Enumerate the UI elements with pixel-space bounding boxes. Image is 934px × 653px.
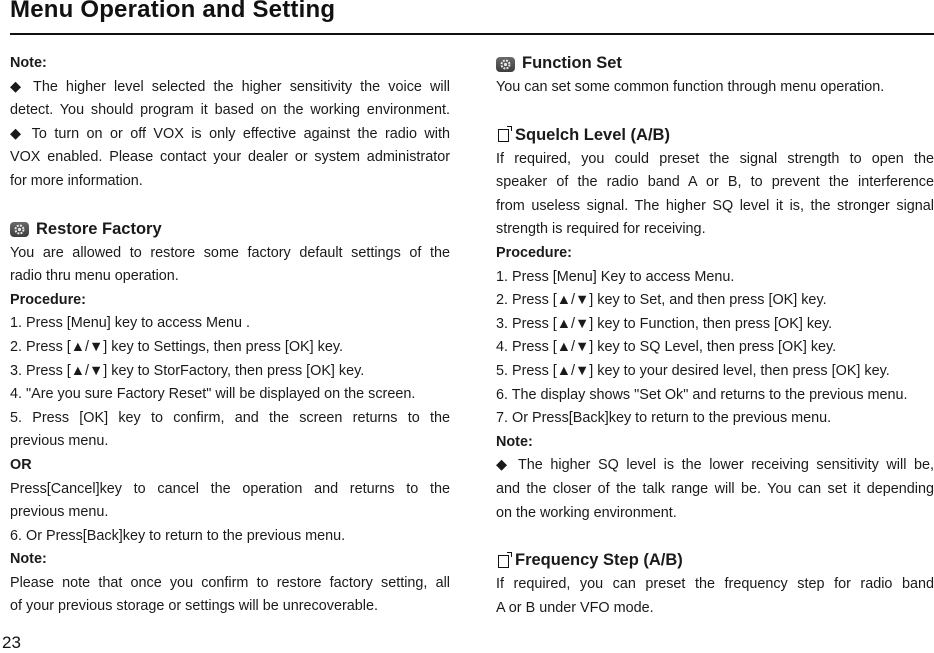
procedure-step: 4. "Are you sure Factory Reset" will be displayed on the screen. xyxy=(10,386,416,403)
restore-factory-title: Restore Factory xyxy=(36,219,162,238)
procedure-step: 1. Press [Menu] key to access Menu . xyxy=(10,315,250,332)
procedure-step: 5. Press [▲/▼] key to your desired level, then press [OK] key. xyxy=(496,362,890,379)
squelch-level-title: Squelch Level (A/B) xyxy=(515,125,670,144)
procedure-step: 3. Press [▲/▼] key to Function, then press [OK] key. xyxy=(496,315,833,332)
procedure-step: 6. The display shows "Set Ok" and returns to the previous menu. xyxy=(496,386,908,403)
note-heading: Note: xyxy=(496,433,533,450)
note-heading: Note: xyxy=(10,551,47,568)
procedure-step: 2. Press [▲/▼] key to Settings, then press [OK] key. xyxy=(10,338,343,355)
squelch-intro-line: If required, you could preset the signal strength to open the xyxy=(496,150,934,167)
note-heading: Note: xyxy=(10,55,47,71)
note-line: ◆ The higher level selected the higher sensitivity the voice will xyxy=(10,78,450,95)
note-line: of your previous storage or settings will be unrecoverable. xyxy=(10,598,378,615)
restore-intro-line: You are allowed to restore some factory default settings of the xyxy=(10,244,450,261)
frequency-line: A or B under VFO mode. xyxy=(496,599,654,616)
procedure-step: 1. Press [Menu] Key to access Menu. xyxy=(496,268,735,285)
note-line: ◆ The higher SQ level is the lower receiving sensitivity will be, xyxy=(496,457,934,474)
checkbox-icon xyxy=(498,555,509,568)
gear-icon xyxy=(496,57,515,72)
note-line: and the closer of the talk range will be. You can set it depending xyxy=(496,480,934,497)
procedure-step: 2. Press [▲/▼] key to Set, and then press [OK] key. xyxy=(496,292,827,309)
function-set-title: Function Set xyxy=(522,54,622,73)
left-column xyxy=(10,52,450,619)
frequency-step-heading xyxy=(496,549,934,573)
note-line: for more information. xyxy=(10,172,143,189)
gear-icon xyxy=(10,222,29,237)
note-line: VOX enabled. Please contact your dealer or system administrator xyxy=(10,149,450,166)
checkbox-icon xyxy=(498,129,509,142)
frequency-step-title: Frequency Step (A/B) xyxy=(515,551,683,570)
procedure-step: 7. Or Press[Back]key to return to the previous menu. xyxy=(496,410,832,427)
procedure-step: 5. Press [OK] key to confirm, and the screen returns to the xyxy=(10,409,450,426)
cancel-line: Press[Cancel]key to cancel the operation and returns to the xyxy=(10,480,450,497)
squelch-intro-line: from useless signal. The higher SQ level it is, the stronger signal xyxy=(496,197,934,214)
function-set-heading xyxy=(496,52,934,76)
cancel-line: previous menu. xyxy=(10,504,109,521)
note-line: Please note that once you confirm to restore factory setting, all xyxy=(10,574,450,591)
page-title: Menu Operation and Setting xyxy=(10,0,336,23)
procedure-heading: Procedure: xyxy=(496,244,572,261)
page-number: 23 xyxy=(2,633,21,652)
procedure-step: 4. Press [▲/▼] key to SQ Level, then press [OK] key. xyxy=(496,339,837,356)
or-label: OR xyxy=(10,456,32,473)
squelch-intro-line: strength is required for receiving. xyxy=(496,221,706,238)
title-divider xyxy=(10,33,934,35)
restore-intro-line: radio thru menu operation. xyxy=(10,268,179,285)
procedure-step: 3. Press [▲/▼] key to StorFactory, then press [OK] key. xyxy=(10,362,365,379)
squelch-intro-line: speaker of the radio band A or B, to prevent the interference xyxy=(496,174,934,191)
frequency-line: If required, you can preset the frequency step for radio band xyxy=(496,576,934,593)
squelch-level-heading xyxy=(496,124,934,148)
restore-factory-heading xyxy=(10,218,450,242)
procedure-heading: Procedure: xyxy=(10,291,86,308)
note-line: on the working environment. xyxy=(496,504,677,521)
right-column xyxy=(496,52,934,620)
note-line: ◆ To turn on or off VOX is only effective against the radio with xyxy=(10,125,450,142)
function-intro: You can set some common function through menu operation. xyxy=(496,79,885,95)
note-line: detect. You should program it based on the working environment. xyxy=(10,102,450,119)
procedure-step: previous menu. xyxy=(10,433,109,450)
cancel-line: 6. Or Press[Back]key to return to the previous menu. xyxy=(10,527,346,544)
